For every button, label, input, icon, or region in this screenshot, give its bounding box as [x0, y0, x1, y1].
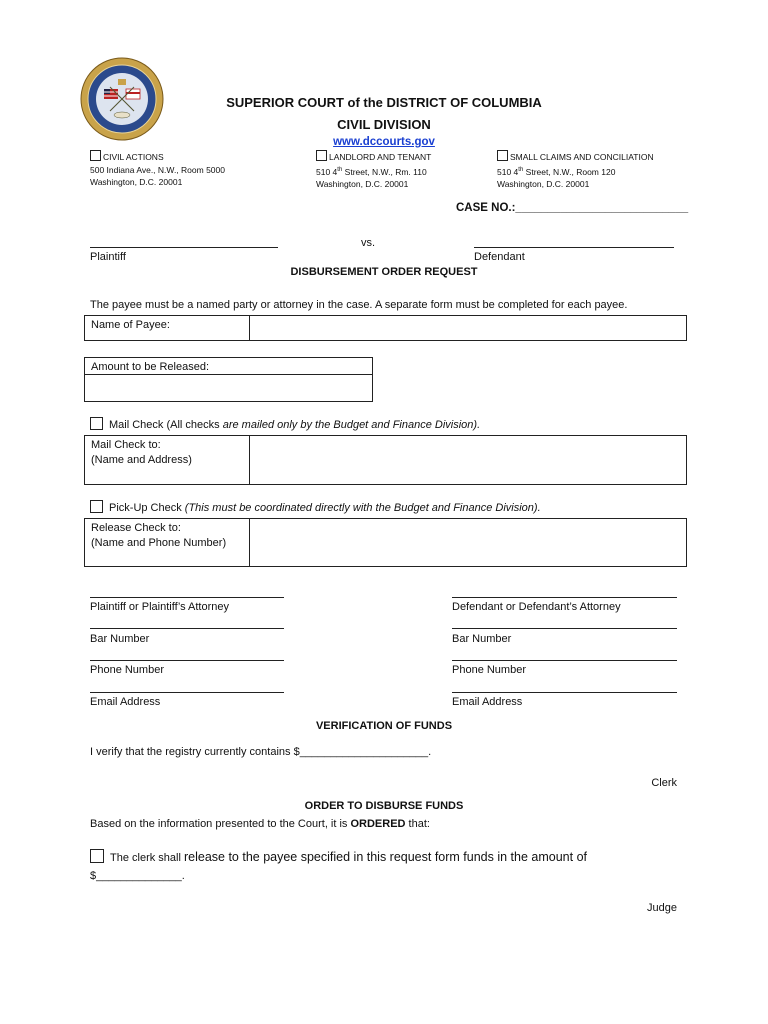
plaintiff-email-line[interactable] [90, 692, 284, 693]
pickup-check-checkbox[interactable] [90, 500, 103, 513]
verification-title: VERIFICATION OF FUNDS [315, 720, 453, 732]
order-amount-field[interactable]: $______________. [90, 870, 185, 882]
defendant-bar-number-label: Bar Number [452, 633, 512, 645]
office-small-claims: SMALL CLAIMS AND CONCILIATION 510 4th Street, N.W., Room 120 Washington, D.C. 20001 [497, 152, 654, 189]
order-release-checkbox[interactable] [90, 849, 104, 863]
office-landlord-tenant: LANDLORD AND TENANT 510 4th Street, N.W., Rm. 110 Washington, D.C. 20001 [316, 152, 432, 189]
division-title: CIVIL DIVISION [337, 117, 431, 132]
payee-note: The payee must be a named party or attorney in the case. A separate form must be completed for each payee. [90, 299, 628, 311]
landlord-tenant-checkbox[interactable] [316, 150, 327, 161]
form-title: DISBURSEMENT ORDER REQUEST [290, 266, 478, 278]
plaintiff-attorney-label: Plaintiff or Plaintiff’s Attorney [90, 601, 229, 613]
amount-input[interactable] [85, 375, 372, 401]
defendant-phone-line[interactable] [452, 660, 677, 661]
release-check-label: Release Check to: (Name and Phone Number) [91, 522, 227, 549]
order-intro: Based on the information presented to the Court, it is ORDERED that: [90, 818, 430, 830]
order-clause: The clerk shall release to the payee specified in this request form funds in the amount of [90, 849, 587, 864]
amount-table [84, 357, 373, 402]
order-title: ORDER TO DISBURSE FUNDS [304, 800, 464, 812]
defendant-bar-number-line[interactable] [452, 628, 677, 629]
defendant-email-label: Email Address [452, 696, 523, 708]
civil-actions-checkbox[interactable] [90, 150, 101, 161]
plaintiff-phone-line[interactable] [90, 660, 284, 661]
defendant-email-line[interactable] [452, 692, 677, 693]
defendant-phone-label: Phone Number [452, 664, 526, 676]
defendant-attorney-signature-line[interactable] [452, 597, 677, 598]
defendant-line[interactable] [474, 247, 674, 248]
release-check-table [84, 518, 687, 567]
mail-check-input[interactable] [250, 436, 686, 484]
website-link[interactable]: www.dccourts.gov [333, 136, 435, 148]
office-civil-actions: CIVIL ACTIONS 500 Indiana Ave., N.W., Room 5000 Washington, D.C. 20001 [90, 152, 225, 187]
court-title: SUPERIOR COURT of the DISTRICT OF COLUMBIA [226, 95, 542, 110]
plaintiff-attorney-signature-line[interactable] [90, 597, 284, 598]
mail-check-option: Mail Check (All checks are mailed only by the Budget and Finance Division). [90, 417, 480, 431]
pickup-check-option: Pick-Up Check (This must be coordinated directly with the Budget and Finance Division). [90, 500, 541, 514]
plaintiff-bar-number-line[interactable] [90, 628, 284, 629]
clerk-label: Clerk [651, 777, 677, 789]
plaintiff-phone-label: Phone Number [90, 664, 164, 676]
plaintiff-label: Plaintiff [90, 251, 126, 263]
verification-text[interactable]: I verify that the registry currently contains $_____________________. [90, 746, 432, 758]
small-claims-checkbox[interactable] [497, 150, 508, 161]
mail-check-label: Mail Check to: (Name and Address) [91, 439, 192, 466]
vs-label: vs. [361, 237, 376, 249]
judge-label: Judge [647, 902, 677, 914]
payee-name-label: Name of Payee: [91, 319, 170, 331]
mail-check-checkbox[interactable] [90, 417, 103, 430]
defendant-label: Defendant [474, 251, 525, 263]
payee-name-table [84, 315, 687, 341]
plaintiff-bar-number-label: Bar Number [90, 633, 150, 645]
mail-check-table [84, 435, 687, 485]
payee-name-input[interactable] [250, 316, 686, 340]
plaintiff-line[interactable] [90, 247, 278, 248]
defendant-attorney-label: Defendant or Defendant’s Attorney [452, 601, 621, 613]
case-number-field[interactable]: CASE NO.:___________________________ [456, 202, 689, 214]
plaintiff-email-label: Email Address [90, 696, 161, 708]
amount-label: Amount to be Released: [91, 361, 210, 373]
release-check-input[interactable] [250, 519, 686, 566]
